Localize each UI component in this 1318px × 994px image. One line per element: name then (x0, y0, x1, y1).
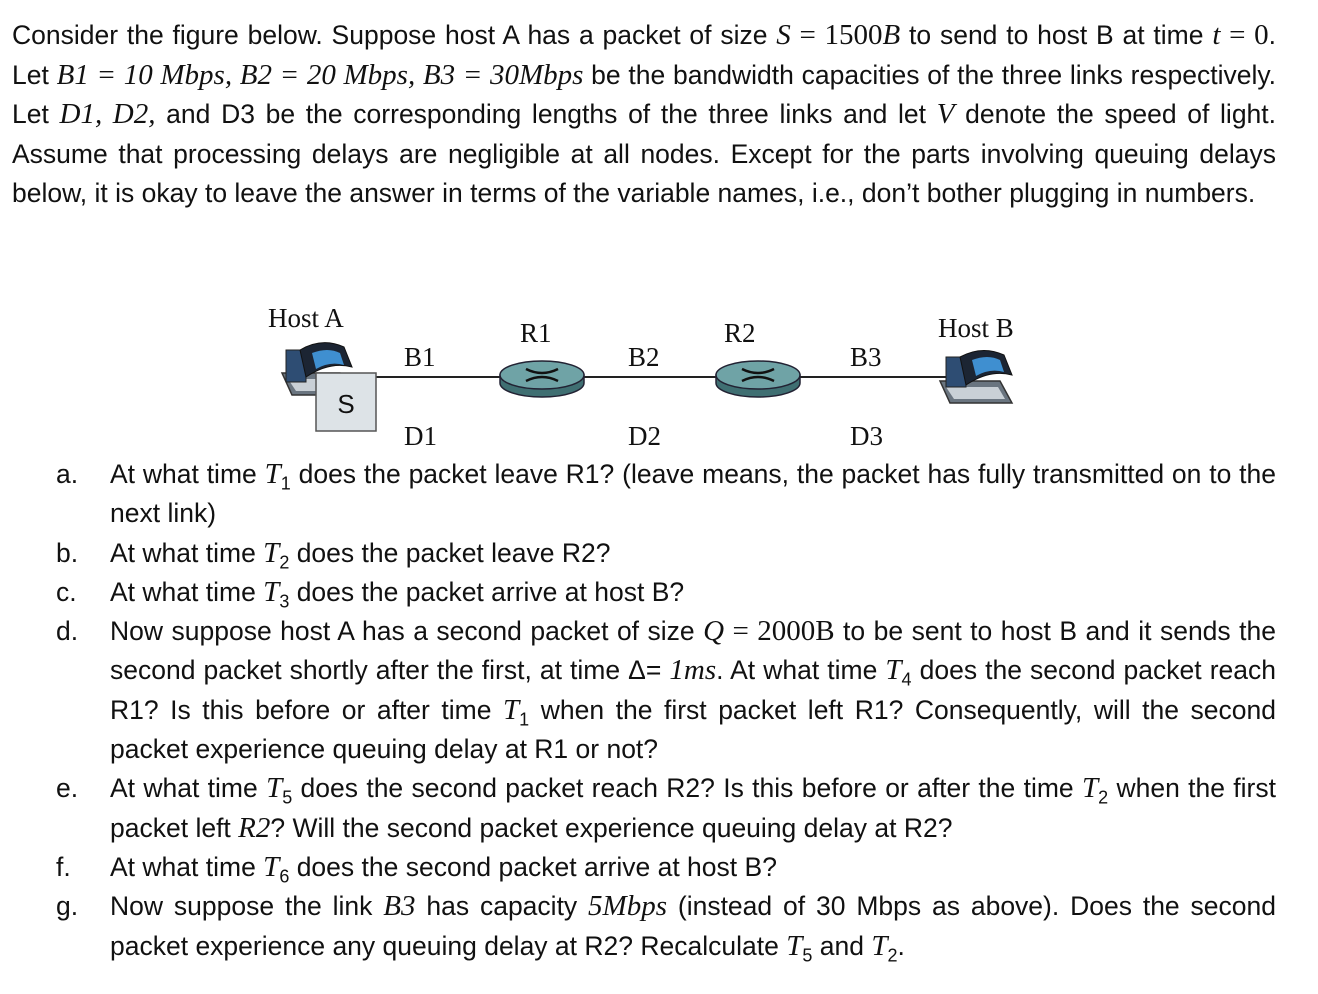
question-d: d. Now suppose host A has a second packet of size Q = 2000B to be sent to host B and it sends the second packet shortly after the first, at time Δ= 1ms. At what time $T_4$ does the second packet reach R1? Is this before or after time $T_1$ when the first packet left R1? Consequently, will the second packet experience queuing delay at R1 or not? (56, 615, 1276, 765)
question-g: g. Now suppose the link B3 has capacity 5Mbps (instead of 30 Mbps as above). Does the second packet experience any queuing delay at R2? Recalculate $T_5$ and $T_2$. (56, 890, 1276, 965)
length-d1-label: D1 (404, 421, 437, 451)
bandwidth-b1-label: B1 (404, 342, 436, 372)
question-e: e. At what time $T_5$ does the second packet reach R2? Is this before or after the time $T_2$ when the first packet left R2? Will the second packet experience queuing delay at R2? (56, 772, 1276, 844)
problem-intro: Consider the figure below. Suppose host A has a packet of size S = 1500B to send to host B at time t = 0. Let B1 = 10 Mbps, B2 = 20 Mbps, B3 = 30Mbps be the bandwidth capacities of the three links respectively. Let D1, D2, and D3 be the corresponding lengths of the three links and let V denote the speed of light. Assume that processing delays are negligible at all nodes. Except for the parts involving queuing delays below, it is okay to leave the answer in terms of the variable names, i.e., don’t bother plugging in numbers. (12, 19, 1277, 208)
router-r2-icon (716, 361, 800, 397)
router-r1-icon (500, 361, 584, 397)
bandwidth-b2-label: B2 (628, 342, 660, 372)
question-list (56, 455, 1276, 966)
question-a: a. At what time $T_1$ does the packet leave R1? (leave means, the packet has fully transmitted on to the next link) (56, 458, 1276, 529)
host-b-label: Host B (938, 313, 1014, 343)
question-f: f. At what time $T_6$ does the second packet arrive at host B? (56, 850, 777, 887)
network-diagram (0, 295, 1318, 455)
router-r1-label: R1 (520, 318, 552, 348)
packet-label: S (337, 389, 355, 419)
question-b: b. At what time $T_2$ does the packet leave R2? (56, 536, 611, 572)
bandwidth-b3-label: B3 (850, 342, 882, 372)
length-d3-label: D3 (850, 421, 883, 451)
router-r2-label: R2 (724, 318, 756, 348)
length-d2-label: D2 (628, 421, 661, 451)
host-b-computer-icon (940, 350, 1012, 403)
question-c: c. At what time $T_3$ does the packet arrive at host B? (56, 575, 685, 612)
host-a-label: Host A (268, 303, 344, 333)
